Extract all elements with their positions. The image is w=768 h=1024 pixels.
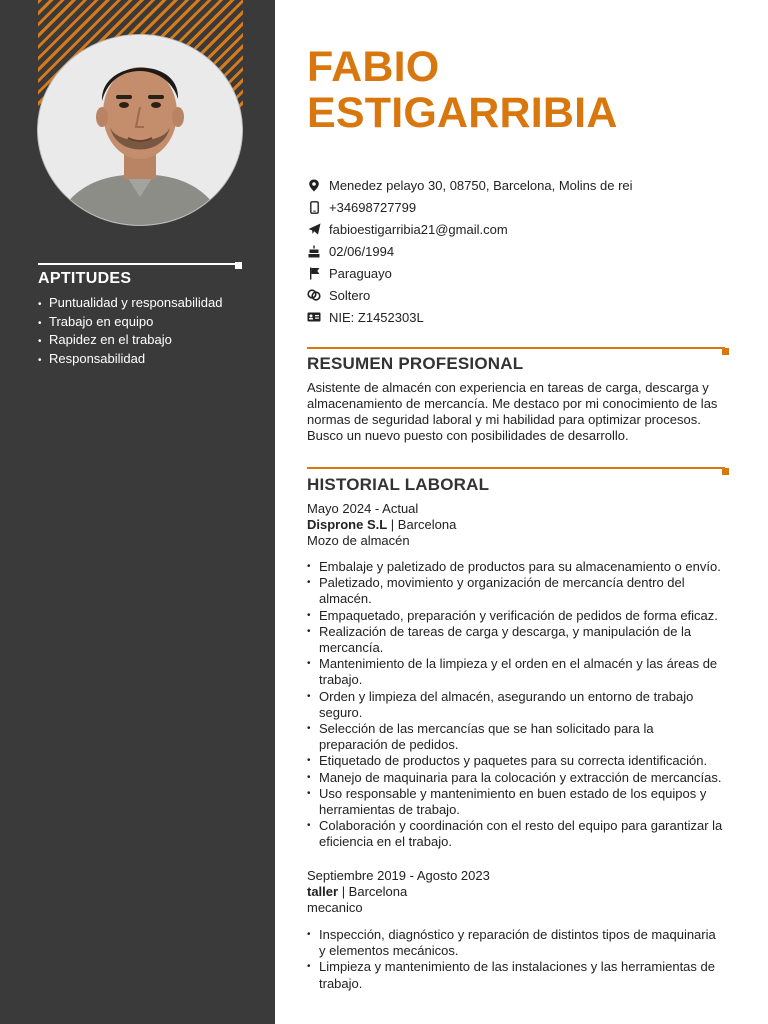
job-duties xyxy=(307,559,725,851)
duty-item: • Paletizado, movimiento y organización de mercancía dentro del almacén. xyxy=(307,575,725,607)
contact-text: fabioestigarribia21@gmail.com xyxy=(329,221,508,237)
candidate-name xyxy=(307,44,618,136)
skill-item: • Puntualidad y responsabilidad xyxy=(38,295,222,314)
contact-marital-status xyxy=(307,284,633,306)
duty-item: • Inspección, diagnóstico y reparación de distintos tipos de maquinaria y elementos mecánicos. xyxy=(307,927,725,959)
summary-divider xyxy=(307,347,725,349)
job-role: Mozo de almacén xyxy=(307,533,410,548)
contact-nationality xyxy=(307,262,633,284)
job-dates: Septiembre 2019 - Agosto 2023 xyxy=(307,868,490,883)
contact-text: +34698727799 xyxy=(329,199,417,215)
history-divider xyxy=(307,467,725,469)
history-title: HISTORIAL LABORAL xyxy=(307,475,490,494)
duty-item: • Orden y limpieza del almacén, asegurando un entorno de trabajo seguro. xyxy=(307,689,725,721)
contact-id xyxy=(307,306,633,328)
contact-text: Soltero xyxy=(329,287,371,303)
duty-item: • Embalaje y paletizado de productos para su almacenamiento o envío. xyxy=(307,559,725,575)
job-company: taller xyxy=(307,884,339,899)
duty-item: • Realización de tareas de carga y descarga, y manipulación de la mercancía. xyxy=(307,624,725,656)
mobile-phone-icon xyxy=(307,200,321,214)
contact-text: 02/06/1994 xyxy=(329,243,395,259)
contact-address xyxy=(307,174,633,196)
duty-item: • Uso responsable y mantenimiento en buen estado de los equipos y herramientas de trabajo. xyxy=(307,786,725,818)
skill-item: • Responsabilidad xyxy=(38,351,222,370)
duty-item: • Etiquetado de productos y paquetes para su correcta identificación. xyxy=(307,753,725,769)
profile-photo xyxy=(38,35,242,225)
rings-icon xyxy=(307,288,321,302)
contact-email xyxy=(307,218,633,240)
duty-item: • Manejo de maquinaria para la colocación y extracción de mercancías. xyxy=(307,770,725,786)
job-dates: Mayo 2024 - Actual xyxy=(307,501,419,516)
job-role: mecanico xyxy=(307,900,363,915)
birthday-cake-icon xyxy=(307,244,321,258)
job-header xyxy=(307,501,456,549)
duty-item: • Selección de las mercancías que se han solicitado para la preparación de pedidos. xyxy=(307,721,725,753)
sidebar xyxy=(0,0,275,1024)
contact-phone xyxy=(307,196,633,218)
contact-text: Menedez pelayo 30, 08750, Barcelona, Molins de rei xyxy=(329,177,633,193)
duty-item: • Mantenimiento de la limpieza y el orden en el almacén y las áreas de trabajo. xyxy=(307,656,725,688)
job-location: | Barcelona xyxy=(338,884,408,899)
duty-item: • Limpieza y mantenimiento de las instalaciones y las herramientas de trabajo. xyxy=(307,959,725,991)
summary-text: Asistente de almacén con experiencia en tareas de carga, descarga y almacenamiento de mercancía. Me destaco por mi conocimiento de las normas de seguridad laboral y mi habilidad para optimizar procesos. Busco un nuevo puesto con posibilidades de desarrollo. xyxy=(307,380,718,443)
paper-plane-icon xyxy=(307,222,321,236)
history-divider-square xyxy=(722,468,729,475)
skills-divider xyxy=(38,263,238,265)
job-company: Disprone S.L xyxy=(307,517,388,532)
duty-item: • Empaquetado, preparación y verificación de pedidos de forma eficaz. xyxy=(307,608,725,624)
duty-item: • Colaboración y coordinación con el resto del equipo para garantizar la eficiencia en el trabajo. xyxy=(307,818,725,850)
contact-text: NIE: Z1452303L xyxy=(329,309,424,325)
skill-item: • Trabajo en equipo xyxy=(38,314,222,333)
job-duties xyxy=(307,927,725,992)
id-card-icon xyxy=(307,310,321,324)
job-header xyxy=(307,868,490,916)
skills-title: APTITUDES xyxy=(38,270,132,287)
skills-divider-square xyxy=(235,262,242,269)
job-location: | Barcelona xyxy=(387,517,457,532)
skill-item: • Rapidez en el trabajo xyxy=(38,332,222,351)
contact-birthdate xyxy=(307,240,633,262)
summary-divider-square xyxy=(722,348,729,355)
name-first: FABIO xyxy=(307,43,440,91)
flag-icon xyxy=(307,266,321,280)
summary-title: RESUMEN PROFESIONAL xyxy=(307,354,524,373)
contact-list xyxy=(307,174,633,328)
location-pin-icon xyxy=(307,178,321,192)
job-company-line xyxy=(307,517,456,533)
contact-text: Paraguayo xyxy=(329,265,392,281)
skills-list xyxy=(38,295,222,369)
job-company-line xyxy=(307,884,490,900)
name-last: ESTIGARRIBIA xyxy=(307,89,618,137)
